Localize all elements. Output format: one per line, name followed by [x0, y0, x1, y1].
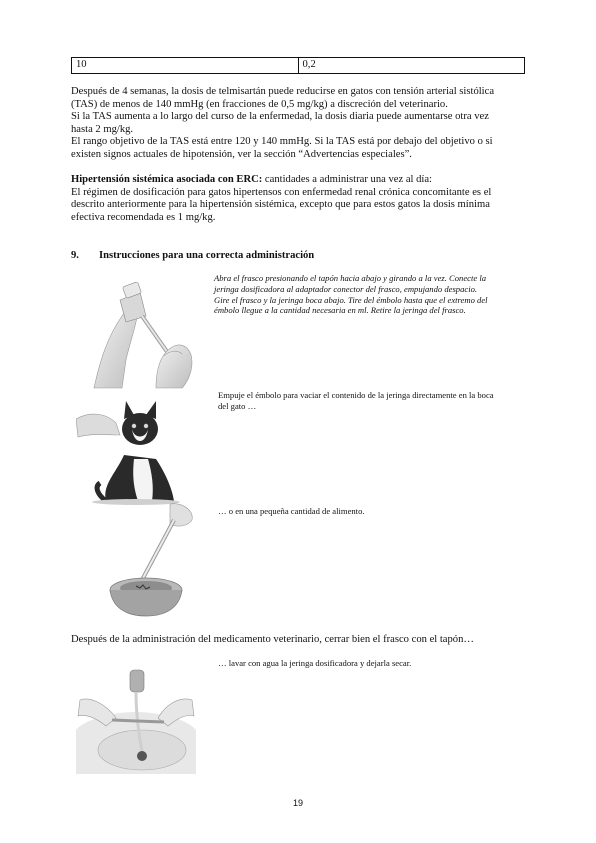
- washing-syringe-illustration: [76, 660, 196, 774]
- dosage-paragraph: [71, 86, 527, 162]
- section-heading: [71, 250, 527, 263]
- cat-illustration: [76, 389, 196, 505]
- step-caption: [218, 390, 534, 412]
- paragraph-line: El régimen de dosificación para gatos hipertensos con enfermedad renal crónica concomitante es el: [71, 186, 492, 198]
- paragraph-line: Si la TAS aumenta a lo largo del curso de la enfermedad, la dosis diaria puede aumentarse otra vez: [71, 111, 489, 123]
- paragraph-line: Después de la administración del medicamento veterinario, cerrar bien el frasco con el tapón…: [71, 634, 474, 645]
- table-cell-weight: 10: [72, 58, 299, 74]
- after-admin-paragraph: [71, 634, 527, 647]
- step-caption: [218, 658, 534, 669]
- lead-rest: cantidades a administrar una vez al día:: [262, 174, 433, 185]
- paragraph-lead: [71, 174, 527, 187]
- food-bowl-illustration: [108, 502, 198, 620]
- caption-line: Abra el frasco presionando el tapón hacia abajo y girando a la vez. Conecte la: [214, 273, 487, 283]
- paragraph-line: hasta 2 mg/kg.: [71, 123, 134, 135]
- paragraph-line: existen signos actuales de hipotensión, ver la sección “Advertencias especiales”.: [71, 148, 412, 160]
- paragraph-line: (TAS) de menos de 140 mmHg (en fracciones de 0,5 mg/kg) a discreción del veterinario.: [71, 98, 448, 110]
- paragraph-line: efectiva recomendada es 1 mg/kg.: [71, 211, 216, 223]
- paragraph-line: descrito anteriormente para la hipertensión sistémica, excepto que para estos gatos la dosis mínima: [71, 199, 490, 211]
- caption-line: … lavar con agua la jeringa dosificadora y dejarla secar.: [218, 658, 412, 668]
- caption-line: del gato …: [218, 400, 257, 411]
- ckd-paragraph: [71, 174, 527, 224]
- caption-line: … o en una pequeña cantidad de alimento.: [218, 506, 365, 516]
- paragraph-line: El rango objetivo de la TAS está entre 120 y 140 mmHg. Si la TAS está por debajo del objetivo o si: [71, 136, 493, 148]
- table-cell-volume: 0,2: [298, 58, 525, 74]
- paragraph-line: Después de 4 semanas, la dosis de telmisartán puede reducirse en gatos con tensión arterial sistólica: [71, 86, 495, 97]
- caption-line: Empuje el émbolo para vaciar el contenido de la jeringa directamente en la boca: [218, 390, 494, 400]
- bottle-syringe-illustration: [86, 270, 198, 390]
- caption-line: jeringa dosificadora al adaptador conector del frasco, empujando despacio.: [214, 283, 478, 294]
- section-title: Instrucciones para una correcta administración: [99, 250, 315, 261]
- step-caption: [218, 506, 534, 517]
- page-number: 19: [292, 798, 303, 808]
- section-number: 9.: [71, 250, 79, 261]
- step-caption: [214, 273, 534, 316]
- table-row: [72, 58, 525, 74]
- bold-lead: Hipertensión sistémica asociada con ERC:: [71, 174, 263, 185]
- caption-line: Gire el frasco y la jeringa boca abajo. Tire del émbolo hasta que el extremo del: [214, 294, 488, 305]
- caption-line: émbolo llegue a la cantidad necesaria en ml. Retire la jeringa del frasco.: [214, 305, 466, 316]
- dose-table: [71, 57, 525, 74]
